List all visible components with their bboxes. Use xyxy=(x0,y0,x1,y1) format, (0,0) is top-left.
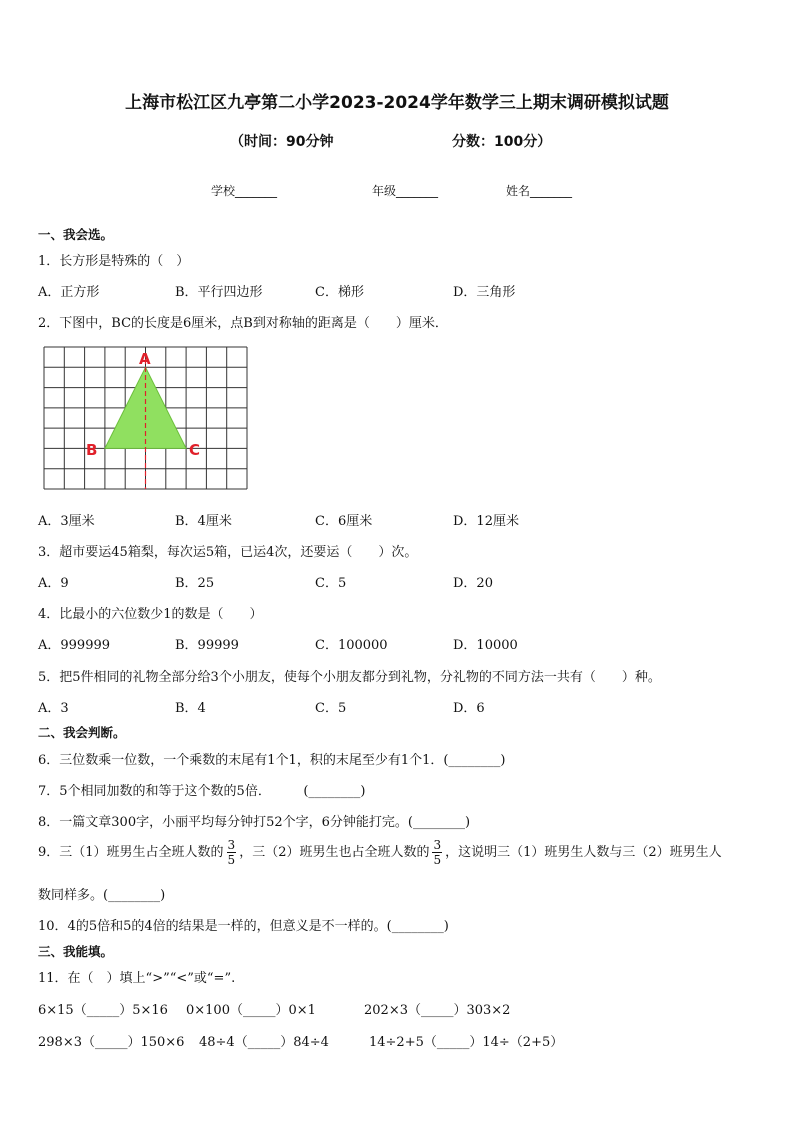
exam-score: 分数：100分） xyxy=(452,134,552,150)
question-3: 3．超市要运45箱梨，每次运5箱，已运4次，还要运（ ）次。 xyxy=(38,545,418,560)
q9-part2: ，三（2）班男生也占全班人数的 xyxy=(239,845,430,860)
q11-item-5: 48÷4（_____）84÷4 xyxy=(199,1035,329,1050)
q11-item-3: 202×3（_____）303×2 xyxy=(364,1003,511,1018)
q3-option-c: C．5 xyxy=(315,576,347,591)
question-9 xyxy=(38,838,722,867)
q2-option-a: A．3厘米 xyxy=(38,514,95,529)
q4-option-b: B．99999 xyxy=(175,638,239,653)
question-2: 2．下图中，BC的长度是6厘米，点B到对称轴的距离是（ ）厘米． xyxy=(38,316,448,331)
question-6: 6．三位数乘一位数，一个乘数的末尾有1个1，积的末尾至少有1个1．(________) xyxy=(38,753,506,768)
q5-option-d: D．6 xyxy=(453,701,485,716)
label-a: A xyxy=(139,350,151,368)
q3-option-b: B．25 xyxy=(175,576,215,591)
q9-part1: 9．三（1）班男生占全班人数的 xyxy=(38,845,224,860)
school-field: 学校_______ xyxy=(211,184,278,198)
q4-option-c: C．100000 xyxy=(315,638,388,653)
grade-field: 年级_______ xyxy=(372,184,439,198)
question-7: 7．5个相同加数的和等于这个数的5倍． (________) xyxy=(38,784,366,799)
grid-triangle-figure xyxy=(40,345,250,491)
q2-option-c: C．6厘米 xyxy=(315,514,373,529)
q11-item-1: 6×15（_____）5×16 xyxy=(38,1003,168,1018)
section-1-heading: 一、我会选。 xyxy=(38,227,114,242)
name-field: 姓名_______ xyxy=(506,184,573,198)
q11-item-2: 0×100（_____）0×1 xyxy=(186,1003,316,1018)
exam-time: （时间：90分钟 xyxy=(230,134,334,150)
q9-fraction-1-numerator: 3 xyxy=(227,838,236,852)
q9-fraction-1 xyxy=(227,838,237,867)
label-c: C xyxy=(189,441,201,459)
q9-part3: ，这说明三（1）班男生人数与三（2）班男生人 xyxy=(445,845,722,860)
q1-option-b: B．平行四边形 xyxy=(175,285,263,300)
q11-item-6: 14÷2+5（_____）14÷（2+5） xyxy=(369,1035,564,1050)
q5-option-c: C．5 xyxy=(315,701,347,716)
q2-option-d: D．12厘米 xyxy=(453,514,519,529)
q9-fraction-2-numerator: 3 xyxy=(433,838,442,852)
q9-fraction-2-denominator: 5 xyxy=(433,853,442,867)
label-b: B xyxy=(86,441,98,459)
q1-option-a: A．正方形 xyxy=(38,285,100,300)
section-3-heading: 三、我能填。 xyxy=(38,944,114,959)
q3-option-d: D．20 xyxy=(453,576,493,591)
q4-option-a: A．999999 xyxy=(38,638,111,653)
question-4: 4．比最小的六位数少1的数是（ ） xyxy=(38,607,263,622)
q5-option-b: B．4 xyxy=(175,701,206,716)
question-11: 11．在（ ）填上“>”“<”或“=”. xyxy=(38,971,236,986)
question-9-line2: 数同样多。(________) xyxy=(38,888,166,903)
section-2-heading: 二、我会判断。 xyxy=(38,725,126,740)
q11-item-4: 298×3（_____）150×6 xyxy=(38,1035,185,1050)
question-10: 10．4的5倍和5的4倍的结果是一样的，但意义是不一样的。(________) xyxy=(38,919,449,934)
question-1: 1．长方形是特殊的（ ） xyxy=(38,254,190,269)
q9-fraction-2 xyxy=(432,838,442,867)
exam-title: 上海市松江区九亭第二小学2023-2024学年数学三上期末调研模拟试题 xyxy=(125,93,669,113)
q1-option-d: D．三角形 xyxy=(453,285,516,300)
q3-option-a: A．9 xyxy=(38,576,69,591)
q2-option-b: B．4厘米 xyxy=(175,514,232,529)
question-8: 8．一篇文章300字，小丽平均每分钟打52个字，6分钟能打完。(________) xyxy=(38,815,471,830)
q5-option-a: A．3 xyxy=(38,701,69,716)
q9-fraction-1-denominator: 5 xyxy=(227,853,236,867)
question-5: 5．把5件相同的礼物全部分给3个小朋友，使每个小朋友都分到礼物，分礼物的不同方法一共有（ ）种。 xyxy=(38,670,661,685)
q1-option-c: C．梯形 xyxy=(315,285,364,300)
q4-option-d: D．10000 xyxy=(453,638,518,653)
